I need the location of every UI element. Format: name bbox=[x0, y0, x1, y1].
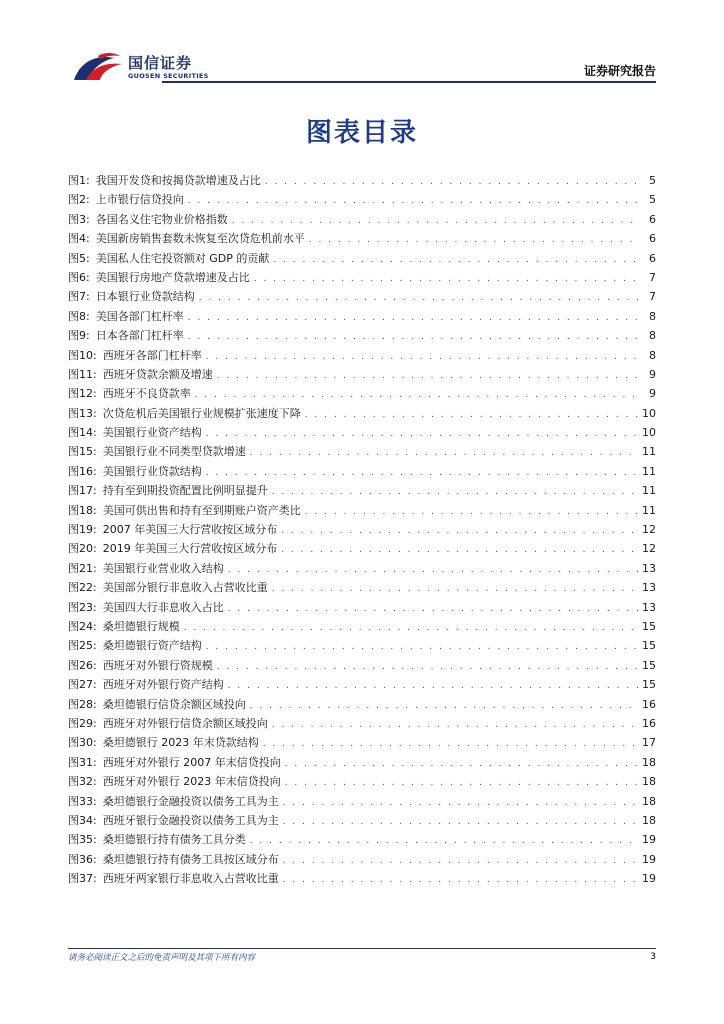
toc-entry-page: 8 bbox=[649, 309, 656, 323]
toc-entry[interactable] bbox=[68, 365, 656, 384]
toc-entry-label: 图36: bbox=[68, 852, 97, 866]
toc-dot-leader bbox=[281, 541, 638, 560]
toc-entry-title: 西班牙不良贷款率 bbox=[102, 387, 191, 401]
toc-entry-label: 图32: bbox=[68, 775, 97, 789]
toc-dot-leader bbox=[272, 580, 638, 599]
toc-entry[interactable] bbox=[68, 869, 656, 888]
toc-entry-page: 18 bbox=[642, 794, 656, 808]
toc-entry[interactable] bbox=[68, 539, 656, 558]
toc-entry-label: 图33: bbox=[68, 794, 97, 808]
toc-entry[interactable] bbox=[68, 481, 656, 500]
toc-entry-page: 7 bbox=[649, 270, 656, 284]
toc-entry-title: 西班牙对外银行资规模 bbox=[102, 658, 213, 672]
toc-entry-title: 西班牙对外银行 2023 年末信贷投向 bbox=[102, 775, 281, 789]
toc-entry[interactable] bbox=[68, 307, 656, 326]
toc-entry-title: 西班牙贷款余额及增速 bbox=[102, 367, 213, 381]
toc-dot-leader bbox=[285, 755, 638, 774]
toc-entry-title: 西班牙两家银行非息收入占营收比重 bbox=[102, 872, 279, 886]
toc-entry-label: 图16: bbox=[68, 464, 97, 478]
toc-entry-page: 9 bbox=[649, 387, 656, 401]
toc-entry[interactable] bbox=[68, 617, 656, 636]
toc-entry-title: 持有至到期投资配置比例明显提升 bbox=[102, 484, 268, 498]
toc-entry-page: 16 bbox=[642, 697, 656, 711]
toc-dot-leader bbox=[199, 289, 638, 308]
guosen-logo-mark-icon bbox=[70, 50, 126, 84]
toc-entry-page: 17 bbox=[642, 736, 656, 750]
toc-entry-title: 美国各部门杠杆率 bbox=[95, 309, 184, 323]
toc-entry-title: 桑坦德银行规模 bbox=[102, 619, 180, 633]
toc-dot-leader bbox=[188, 309, 638, 328]
toc-entry-label: 图10: bbox=[68, 348, 97, 362]
toc-entry-title: 美国可供出售和持有至到期账户资产类比 bbox=[102, 503, 301, 517]
toc-entry-title: 美国四大行非息收入占比 bbox=[102, 600, 224, 614]
toc-entry-label: 图20: bbox=[68, 542, 97, 556]
toc-dot-leader bbox=[228, 600, 638, 619]
toc-dot-leader bbox=[250, 444, 638, 463]
toc-dot-leader bbox=[206, 464, 638, 483]
toc-entry-page: 16 bbox=[642, 716, 656, 730]
report-type-label: 证券研究报告 bbox=[583, 64, 656, 78]
toc-entry-label: 图17: bbox=[68, 484, 97, 498]
toc-entry-label: 图7: bbox=[68, 290, 90, 304]
toc-entry[interactable] bbox=[68, 268, 656, 287]
toc-entry[interactable] bbox=[68, 229, 656, 248]
toc-entry[interactable] bbox=[68, 695, 656, 714]
toc-entry-label: 图19: bbox=[68, 523, 97, 537]
toc-entry-page: 5 bbox=[649, 174, 656, 187]
toc-dot-leader bbox=[228, 677, 638, 696]
toc-entry[interactable] bbox=[68, 850, 656, 869]
toc-entry[interactable] bbox=[68, 287, 656, 306]
toc-entry-title: 我国开发贷和按揭贷款增速及占比 bbox=[95, 174, 261, 187]
toc-entry-label: 图24: bbox=[68, 619, 97, 633]
toc-entry-page: 18 bbox=[642, 755, 656, 769]
toc-entry-title: 桑坦德银行金融投资以债务工具为主 bbox=[102, 794, 279, 808]
toc-entry-label: 图9: bbox=[68, 329, 90, 343]
toc-entry-label: 图22: bbox=[68, 581, 97, 595]
toc-entry-label: 图6: bbox=[68, 270, 90, 284]
toc-entry-page: 10 bbox=[642, 426, 656, 440]
toc-entry-page: 13 bbox=[642, 561, 656, 575]
toc-entry-page: 12 bbox=[642, 542, 656, 556]
toc-entry-title: 美国银行房地产贷款增速及占比 bbox=[95, 270, 250, 284]
toc-entry[interactable] bbox=[68, 830, 656, 849]
toc-entry-title: 西班牙各部门杠杆率 bbox=[102, 348, 202, 362]
toc-dot-leader bbox=[283, 852, 638, 871]
toc-dot-leader bbox=[217, 658, 638, 677]
toc-entry[interactable] bbox=[68, 772, 656, 791]
toc-dot-leader bbox=[188, 192, 638, 211]
toc-entry-title: 次贷危机后美国银行业规模扩张速度下降 bbox=[102, 406, 301, 420]
logo-en-text: GUOSEN SECURITIES bbox=[128, 72, 209, 80]
page-number: 3 bbox=[650, 952, 656, 962]
page-title: 图表目录 bbox=[305, 118, 418, 148]
toc-entry-title: 桑坦德银行 2023 年末贷款结构 bbox=[102, 736, 259, 750]
toc-entry-title: 日本银行业贷款结构 bbox=[95, 290, 195, 304]
toc-dot-leader bbox=[283, 871, 638, 890]
toc-entry[interactable] bbox=[68, 404, 656, 423]
toc-dot-leader bbox=[263, 735, 638, 754]
toc-dot-leader bbox=[305, 406, 638, 425]
toc-entry-title: 日本各部门杠杆率 bbox=[95, 329, 184, 343]
toc-dot-leader bbox=[272, 716, 638, 735]
toc-entry-title: 桑坦德银行信贷余额区域投向 bbox=[102, 697, 246, 711]
toc-entry-page: 15 bbox=[642, 619, 656, 633]
toc-entry-label: 图21: bbox=[68, 561, 97, 575]
toc-entry[interactable] bbox=[68, 171, 656, 190]
toc-dot-leader bbox=[283, 813, 638, 832]
toc-dot-leader bbox=[265, 173, 638, 192]
toc-entry-label: 图31: bbox=[68, 755, 97, 769]
toc-entry[interactable] bbox=[68, 326, 656, 345]
toc-entry-page: 15 bbox=[642, 678, 656, 692]
toc-entry-label: 图25: bbox=[68, 639, 97, 653]
toc-entry-title: 美国新房销售套数未恢复至次贷危机前水平 bbox=[95, 232, 305, 246]
toc-entry[interactable] bbox=[68, 442, 656, 461]
toc-entry[interactable] bbox=[68, 346, 656, 365]
toc-entry[interactable] bbox=[68, 423, 656, 442]
toc-dot-leader bbox=[309, 231, 638, 250]
toc-entry[interactable] bbox=[68, 462, 656, 481]
toc-dot-leader bbox=[206, 348, 638, 367]
toc-entry-label: 图3: bbox=[68, 212, 90, 226]
toc-entry-label: 图34: bbox=[68, 813, 97, 827]
toc-dot-leader bbox=[283, 794, 638, 813]
toc-dot-leader bbox=[281, 522, 638, 541]
toc-entry-page: 18 bbox=[642, 775, 656, 789]
toc-dot-leader bbox=[206, 638, 638, 657]
toc-entry-page: 18 bbox=[642, 813, 656, 827]
toc-entry-page: 6 bbox=[649, 212, 656, 226]
toc-entry-page: 15 bbox=[642, 658, 656, 672]
toc-entry-page: 9 bbox=[649, 367, 656, 381]
toc-entry-page: 6 bbox=[649, 251, 656, 265]
toc-entry-label: 图29: bbox=[68, 716, 97, 730]
toc-entry-label: 图18: bbox=[68, 503, 97, 517]
toc-entry-page: 8 bbox=[649, 329, 656, 343]
toc-entry-page: 19 bbox=[642, 833, 656, 847]
footer-disclaimer: 请务必阅读正文之后的免责声明及其项下所有内容 bbox=[68, 953, 256, 963]
toc-entry-title: 西班牙对外银行资产结构 bbox=[102, 678, 224, 692]
toc-entry-title: 美国私人住宅投资额对 GDP 的贡献 bbox=[95, 251, 270, 265]
figure-toc-list bbox=[68, 171, 656, 888]
toc-entry[interactable] bbox=[68, 675, 656, 694]
toc-entry-page: 19 bbox=[642, 852, 656, 866]
toc-entry-label: 图13: bbox=[68, 406, 97, 420]
footer-divider bbox=[68, 948, 656, 949]
toc-entry-label: 图15: bbox=[68, 445, 97, 459]
toc-dot-leader bbox=[273, 251, 638, 270]
toc-entry-title: 西班牙银行金融投资以债务工具为主 bbox=[102, 813, 279, 827]
toc-entry-title: 各国名义住宅物业价格指数 bbox=[95, 212, 228, 226]
toc-entry-title: 2007 年美国三大行营收按区域分布 bbox=[102, 523, 278, 537]
toc-entry-label: 图37: bbox=[68, 872, 97, 886]
toc-entry[interactable] bbox=[68, 733, 656, 752]
toc-entry-title: 桑坦德银行资产结构 bbox=[102, 639, 202, 653]
toc-entry[interactable] bbox=[68, 520, 656, 539]
toc-entry-page: 15 bbox=[642, 639, 656, 653]
page-header bbox=[0, 0, 724, 90]
toc-dot-leader bbox=[254, 270, 638, 289]
toc-dot-leader bbox=[285, 774, 638, 793]
toc-entry[interactable] bbox=[68, 249, 656, 268]
toc-entry-label: 图4: bbox=[68, 232, 90, 246]
toc-entry[interactable] bbox=[68, 636, 656, 655]
toc-entry-label: 图14: bbox=[68, 426, 97, 440]
toc-entry-page: 13 bbox=[642, 600, 656, 614]
toc-entry-label: 图1: bbox=[68, 174, 90, 187]
toc-entry-page: 11 bbox=[642, 484, 656, 498]
toc-entry-page: 11 bbox=[642, 445, 656, 459]
toc-entry[interactable] bbox=[68, 598, 656, 617]
toc-entry-page: 6 bbox=[649, 232, 656, 246]
toc-entry[interactable] bbox=[68, 656, 656, 675]
toc-entry[interactable] bbox=[68, 811, 656, 830]
toc-entry-title: 美国银行业营业收入结构 bbox=[102, 561, 224, 575]
toc-entry-label: 图23: bbox=[68, 600, 97, 614]
toc-entry-page: 5 bbox=[649, 193, 656, 207]
toc-entry[interactable] bbox=[68, 190, 656, 209]
toc-dot-leader bbox=[217, 367, 638, 386]
toc-entry[interactable] bbox=[68, 210, 656, 229]
toc-dot-leader bbox=[206, 425, 638, 444]
toc-dot-leader bbox=[305, 503, 638, 522]
toc-entry-title: 美国银行业不同类型贷款增速 bbox=[102, 445, 246, 459]
toc-entry-title: 桑坦德银行持有债务工具分类 bbox=[102, 833, 246, 847]
toc-entry-page: 13 bbox=[642, 581, 656, 595]
toc-entry[interactable] bbox=[68, 792, 656, 811]
toc-dot-leader bbox=[228, 561, 638, 580]
toc-entry-page: 12 bbox=[642, 523, 656, 537]
toc-entry-title: 西班牙对外银行信贷余额区域投向 bbox=[102, 716, 268, 730]
toc-entry-title: 上市银行信贷投向 bbox=[95, 193, 184, 207]
toc-entry-label: 图26: bbox=[68, 658, 97, 672]
toc-dot-leader bbox=[250, 832, 638, 851]
toc-entry[interactable] bbox=[68, 384, 656, 403]
toc-entry-title: 2019 年美国三大行营收按区域分布 bbox=[102, 542, 278, 556]
toc-entry-page: 11 bbox=[642, 503, 656, 517]
toc-entry-label: 图8: bbox=[68, 309, 90, 323]
toc-entry-page: 7 bbox=[649, 290, 656, 304]
toc-entry-label: 图30: bbox=[68, 736, 97, 750]
toc-entry[interactable] bbox=[68, 714, 656, 733]
toc-entry[interactable] bbox=[68, 559, 656, 578]
toc-entry-title: 美国银行业资产结构 bbox=[102, 426, 202, 440]
toc-entry[interactable] bbox=[68, 578, 656, 597]
toc-entry[interactable] bbox=[68, 501, 656, 520]
toc-entry-page: 11 bbox=[642, 464, 656, 478]
toc-entry-page: 8 bbox=[649, 348, 656, 362]
toc-entry-label: 图28: bbox=[68, 697, 97, 711]
toc-entry-page: 10 bbox=[642, 406, 656, 420]
toc-entry-title: 美国部分银行非息收入占营收比重 bbox=[102, 581, 268, 595]
toc-entry-label: 图5: bbox=[68, 251, 90, 265]
toc-dot-leader bbox=[188, 328, 638, 347]
toc-dot-leader bbox=[184, 619, 638, 638]
toc-entry-page: 19 bbox=[642, 872, 656, 886]
toc-entry-label: 图27: bbox=[68, 678, 97, 692]
toc-entry-title: 美国银行业贷款结构 bbox=[102, 464, 202, 478]
toc-entry-label: 图11: bbox=[68, 367, 97, 381]
toc-entry-title: 西班牙对外银行 2007 年末信贷投向 bbox=[102, 755, 281, 769]
logo-cn-text: 国信证券 bbox=[128, 54, 193, 72]
header-divider bbox=[162, 81, 656, 83]
toc-dot-leader bbox=[272, 483, 638, 502]
toc-entry-label: 图12: bbox=[68, 387, 97, 401]
toc-entry[interactable] bbox=[68, 753, 656, 772]
toc-entry-label: 图2: bbox=[68, 193, 90, 207]
toc-entry-title: 桑坦德银行持有债务工具按区域分布 bbox=[102, 852, 279, 866]
toc-dot-leader bbox=[250, 697, 638, 716]
toc-entry-label: 图35: bbox=[68, 833, 97, 847]
